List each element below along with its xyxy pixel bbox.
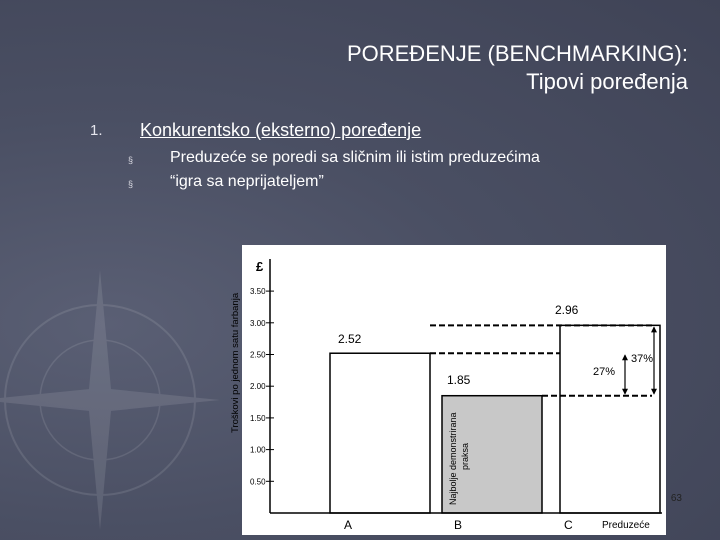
category-label-c: C	[564, 518, 573, 532]
y-tick-label: 3.00	[250, 318, 266, 328]
y-unit-symbol: £	[256, 259, 264, 274]
y-tick-label: 1.50	[250, 413, 266, 423]
category-label-b: B	[454, 518, 463, 532]
slide-title	[347, 40, 688, 96]
item-number: 1.	[90, 122, 103, 139]
bullet-marker: §	[128, 155, 134, 165]
compass-decoration	[0, 250, 240, 540]
best-practice-label-line-1: Najbolje demonstrirana	[448, 412, 458, 505]
item-heading: Konkurentsko (eksterno) poređenje	[140, 120, 422, 140]
x-axis-label: Preduzeće	[602, 520, 650, 531]
y-tick-label: 1.00	[250, 445, 266, 455]
best-practice-label-line-2: praksa	[460, 442, 470, 470]
y-tick-label: 0.50	[250, 477, 266, 487]
bar-chart	[230, 245, 666, 535]
slide-title-line-1: POREĐENJE (BENCHMARKING):	[346, 41, 688, 66]
slide-title-line-2: Tipovi poređenja	[526, 69, 688, 94]
bar-a	[330, 353, 430, 513]
gap-label-37: 37%	[631, 353, 654, 365]
y-axis-label: Troškovi po jednom satu farbanja	[230, 292, 241, 433]
y-tick-label: 3.50	[250, 287, 266, 297]
gap-label-27: 27%	[593, 366, 616, 378]
bullet-marker: §	[128, 179, 134, 189]
value-label-a: 2.52	[338, 332, 362, 346]
y-tick-label: 2.00	[250, 382, 266, 392]
value-label-b: 1.85	[447, 373, 471, 387]
y-tick-label: 2.50	[250, 350, 266, 360]
value-label-c: 2.96	[555, 303, 579, 317]
bullet-text: “igra sa neprijateljem”	[170, 173, 324, 190]
page-number: 63	[670, 493, 682, 504]
chart-panel	[230, 245, 666, 535]
category-label-a: A	[344, 518, 353, 532]
bullet-text: Preduzeće se poredi sa sličnim ili istim preduzećima	[170, 149, 540, 166]
